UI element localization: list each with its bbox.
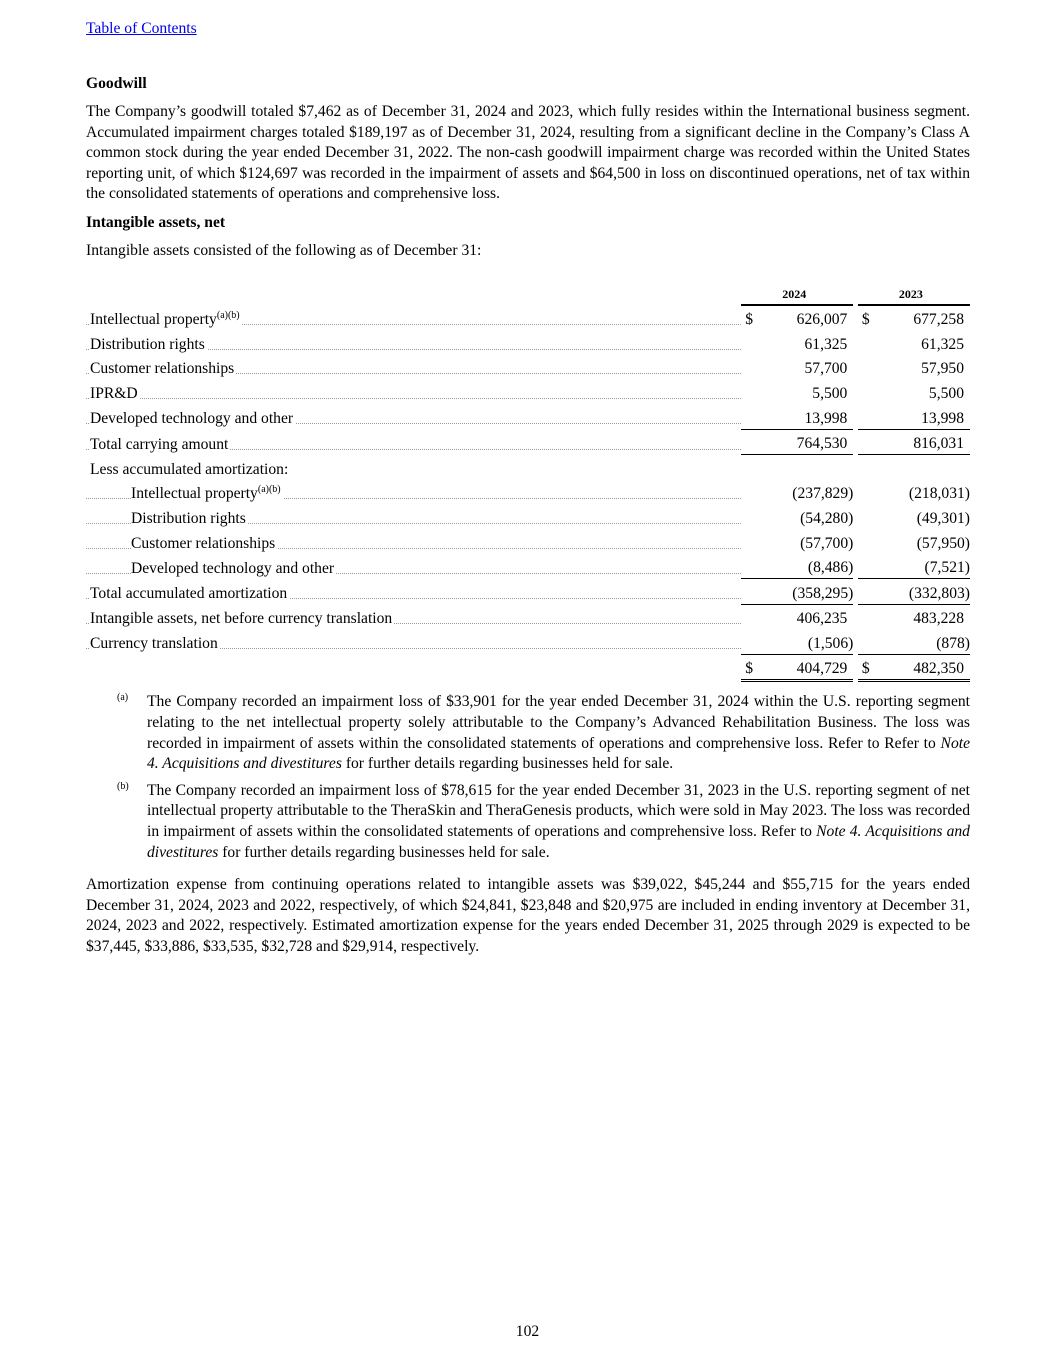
cell-value: 483,228 — [913, 610, 964, 628]
row-label — [86, 604, 741, 629]
note-reference: Note 4. Acquisitions and divestitures — [147, 823, 970, 861]
row-label-text: Currency translation — [90, 635, 218, 653]
page-number: 102 — [515, 1323, 540, 1340]
row-label — [86, 455, 741, 480]
row-label — [86, 554, 741, 579]
value-2023 — [858, 554, 970, 579]
table-row — [86, 429, 970, 455]
cell-value: 5,500 — [812, 384, 848, 402]
cell-value: 406,235 — [796, 610, 848, 628]
row-label-text: Total carrying amount — [90, 435, 229, 453]
cell-value: (54,280) — [800, 509, 854, 527]
value-2024 — [741, 404, 853, 429]
table-of-contents-link[interactable]: Table of Contents — [86, 20, 197, 37]
row-label-text: Intellectual property — [90, 311, 217, 329]
row-label-text: IPR&D — [90, 384, 138, 402]
column-header-2023: 2023 — [858, 284, 970, 305]
row-label-text: Total accumulated amortization — [90, 585, 288, 603]
value-2023 — [858, 504, 970, 529]
currency-symbol: $ — [745, 660, 754, 678]
value-2023 — [858, 480, 970, 505]
footnote-text-end: for further details regarding businesses held for sale. — [218, 843, 550, 861]
footnote-text: The Company recorded an impairment loss of $78,615 for the year ended December 31, 2023 in the U.S. reporting segment of net intellectual property attributable to the TheraSkin and TheraGenesis products, which were sold in May 2023. The loss was recorded in impairment of assets within the consolidated statements of operations and comprehensive loss. Refer to — [147, 781, 970, 841]
column-header-2024: 2024 — [741, 284, 853, 305]
table-row — [86, 379, 970, 404]
cell-value: 13,998 — [804, 409, 848, 427]
value-2024 — [741, 654, 853, 681]
row-label — [86, 629, 741, 654]
row-label-text: Customer relationships — [90, 360, 235, 378]
table-row — [86, 330, 970, 355]
cell-value: 61,325 — [921, 335, 964, 353]
row-label-text: Intellectual property — [131, 485, 258, 503]
table-row — [86, 629, 970, 654]
value-2024 — [741, 529, 853, 554]
table-row — [86, 305, 970, 331]
footnote-marker: (a) — [117, 692, 129, 704]
table-row — [86, 604, 970, 629]
table-row — [86, 404, 970, 429]
currency-symbol: $ — [745, 311, 754, 329]
row-label-text: Developed technology and other — [90, 410, 294, 428]
value-2024 — [741, 455, 853, 480]
cell-value: (218,031) — [908, 485, 970, 503]
value-2024 — [741, 504, 853, 529]
intangibles-intro: Intangible assets consisted of the following as of December 31: — [86, 241, 482, 259]
value-2024 — [741, 379, 853, 404]
note-reference: Note 4. Acquisitions and divestitures — [147, 734, 970, 773]
row-label — [86, 429, 741, 455]
cell-value: 13,998 — [921, 409, 964, 427]
value-2023 — [858, 579, 970, 605]
intangible-assets-table — [86, 284, 970, 683]
cell-value: 816,031 — [913, 435, 964, 453]
row-label — [86, 355, 741, 380]
value-2023 — [858, 330, 970, 355]
value-2023 — [858, 654, 970, 681]
cell-value: (332,803) — [908, 584, 970, 602]
row-label — [86, 529, 741, 554]
value-2024 — [741, 429, 853, 455]
intangibles-heading: Intangible assets, net — [86, 213, 226, 231]
cell-value: (57,700) — [800, 534, 854, 552]
value-2023 — [858, 355, 970, 380]
cell-value: (358,295) — [792, 584, 854, 602]
value-2024 — [741, 305, 853, 331]
cell-value: (237,829) — [792, 485, 854, 503]
cell-value: (57,950) — [916, 534, 970, 552]
row-label — [86, 654, 741, 681]
row-label — [86, 480, 741, 505]
value-2024 — [741, 604, 853, 629]
table-row — [86, 455, 970, 480]
cell-value: (878) — [936, 634, 970, 652]
cell-value: (7,521) — [924, 559, 970, 577]
footnote — [86, 692, 970, 774]
cell-value: 482,350 — [913, 660, 964, 678]
row-label — [86, 330, 741, 355]
value-2023 — [858, 529, 970, 554]
value-2024 — [741, 355, 853, 380]
cell-value: 57,700 — [804, 360, 848, 378]
row-label-text: Distribution rights — [90, 335, 205, 353]
goodwill-paragraph: The Company’s goodwill totaled $7,462 as of December 31, 2024 and 2023, which fully resides within the International business segment. Accumulated impairment charges totaled $189,197 as of December 31, 2024, resulting from a significant decline in the Company’s Class A common stock during the year ended December 31, 2022. The non-cash goodwill impairment charge was recorded within the United States reporting unit, of which $124,697 was recorded in the impairment of assets and $64,500 in loss on discontinued operations, net of tax within the consolidated statements of operations and comprehensive loss. — [86, 103, 970, 203]
cell-value: (1,506) — [807, 634, 854, 652]
table-row — [86, 504, 970, 529]
row-label — [86, 504, 741, 529]
table-row — [86, 480, 970, 505]
row-label — [86, 404, 741, 429]
row-label-text: Less accumulated amortization: — [90, 460, 289, 478]
cell-value: 404,729 — [796, 660, 848, 678]
value-2023 — [858, 604, 970, 629]
row-label-text: Distribution rights — [131, 509, 246, 527]
row-label-text: Intangible assets, net before currency translation — [90, 610, 393, 628]
row-label — [86, 379, 741, 404]
cell-value: 57,950 — [921, 360, 964, 378]
value-2024 — [741, 579, 853, 605]
value-2023 — [858, 305, 970, 331]
table-row — [86, 529, 970, 554]
table-header-row — [86, 284, 970, 305]
goodwill-heading: Goodwill — [86, 75, 147, 92]
value-2023 — [858, 455, 970, 480]
footnotes — [86, 692, 970, 863]
footnote — [86, 781, 970, 863]
cell-value: 626,007 — [796, 311, 848, 329]
value-2024 — [741, 554, 853, 579]
value-2023 — [858, 379, 970, 404]
footnote-text: The Company recorded an impairment loss of $33,901 for the year ended December 31, 2024 within the U.S. reporting segment relating to the net intellectual property solely attributable to the Company’s Advanced Rehabilitation Business. The loss was recorded in impairment of assets within the consolidated statements of operations and comprehensive loss. Refer to Refer to — [147, 693, 970, 752]
cell-value: 5,500 — [928, 384, 964, 402]
table-row — [86, 355, 970, 380]
footnote-reference: (a)(b) — [257, 484, 281, 496]
value-2024 — [741, 629, 853, 654]
footnote-reference: (a)(b) — [216, 309, 240, 321]
value-2023 — [858, 629, 970, 654]
footnote-text-end: for further details regarding businesses held for sale. — [341, 755, 674, 773]
row-label — [86, 579, 741, 605]
currency-symbol: $ — [861, 311, 870, 329]
value-2023 — [858, 429, 970, 455]
value-2023 — [858, 404, 970, 429]
cell-value: (8,486) — [807, 559, 854, 577]
row-label-text: Developed technology and other — [131, 559, 335, 577]
value-2024 — [741, 330, 853, 355]
value-2024 — [741, 480, 853, 505]
table-row — [86, 554, 970, 579]
amortization-paragraph: Amortization expense from continuing operations related to intangible assets was $39,022, $45,244 and $55,715 for the years ended December 31, 2024, 2023 and 2022, respectively, of which $24,841, $23,848 and $20,975 are included in ending inventory at December 31, 2024, 2023 and 2022, respectively. Estimated amortization expense for the years ended December 31, 2025 through 2029 is expected to be $37,445, $33,886, $33,535, $32,728 and $29,914, respectively. — [86, 876, 970, 955]
cell-value: 764,530 — [796, 435, 848, 453]
table-row — [86, 654, 970, 681]
cell-value: 677,258 — [913, 311, 964, 329]
footnote-marker: (b) — [117, 780, 129, 792]
currency-symbol: $ — [861, 660, 870, 678]
table-row — [86, 579, 970, 605]
row-label — [86, 305, 741, 331]
row-label-text: Customer relationships — [131, 534, 276, 552]
cell-value: 61,325 — [804, 335, 848, 353]
cell-value: (49,301) — [916, 509, 970, 527]
document-body — [86, 74, 970, 966]
